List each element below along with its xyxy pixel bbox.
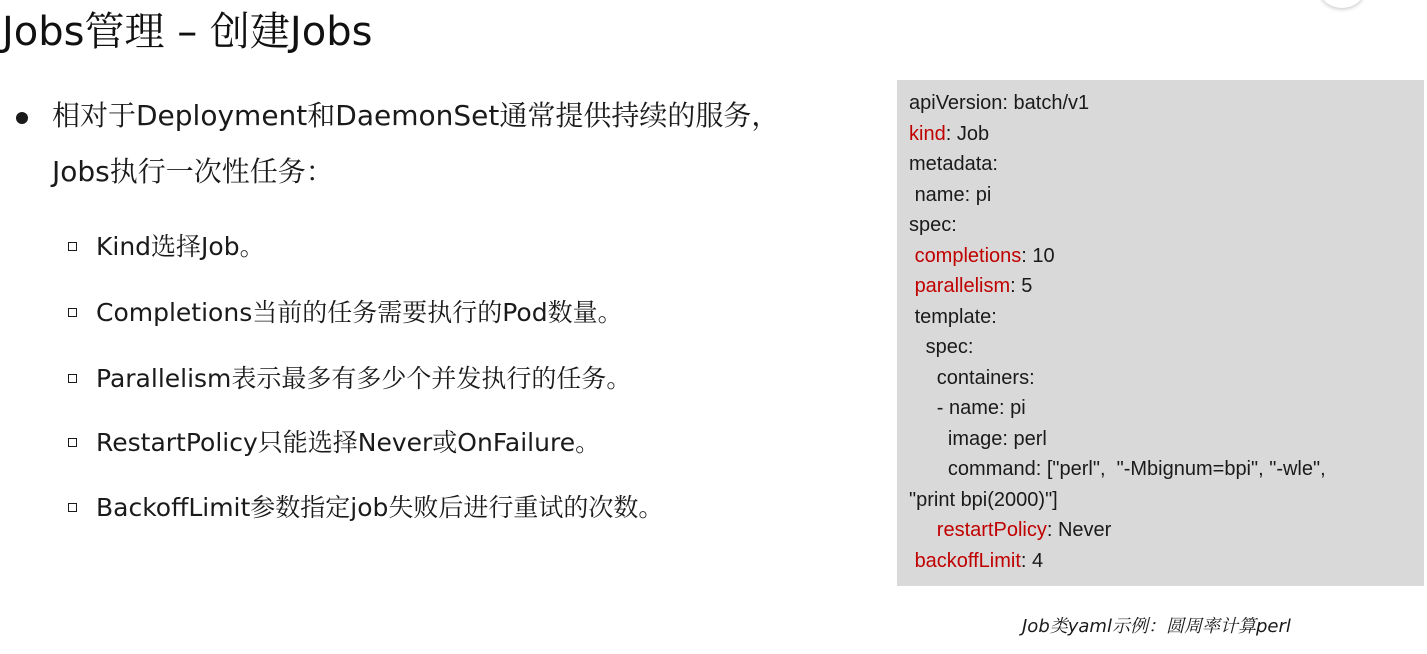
- sub-bullet-text: Kind选择Job。: [96, 232, 265, 261]
- bullet-dot-icon: [16, 112, 28, 124]
- code-line: apiVersion: batch/v1: [909, 92, 1090, 114]
- code-line: template:: [914, 305, 997, 328]
- code-value: batch/v1: [1013, 92, 1090, 114]
- code-key: containers: [936, 366, 1030, 389]
- code-value: 10: [1032, 244, 1055, 267]
- code-key: name: [914, 183, 965, 206]
- square-bullet-icon: [68, 438, 77, 447]
- corner-nav-button[interactable]: [1320, 0, 1364, 8]
- code-line: containers:: [936, 366, 1035, 389]
- code-line: command: ["perl", "-Mbignum=bpi", "-wle",: [947, 458, 1326, 480]
- sub-bullet-text: Parallelism表示最多有多少个并发执行的任务。: [96, 364, 632, 393]
- code-line: - name: pi: [936, 397, 1026, 419]
- code-value: pi: [975, 183, 992, 206]
- code-value: Never: [1057, 519, 1112, 541]
- code-key: template: [914, 305, 992, 328]
- code-value: "print bpi(2000)"]: [909, 488, 1058, 511]
- square-bullet-icon: [68, 242, 77, 251]
- sub-bullet-kind: [68, 228, 868, 268]
- main-bullet-text: 相对于Deployment和DaemonSet通常提供持续的服务，Jobs执行一次性任务：: [52, 99, 780, 188]
- sub-bullet-text: BackoffLimit参数指定job失败后进行重试的次数。: [96, 493, 664, 522]
- highlighted-key: parallelism: [914, 275, 1011, 297]
- code-line: [909, 485, 1424, 516]
- code-line: name: pi: [914, 183, 992, 206]
- code-key: spec: [909, 214, 952, 236]
- code-key: metadata: [909, 153, 993, 175]
- code-line: restartPolicy: Never: [936, 519, 1112, 541]
- slide-title: Jobs管理 – 创建Jobs: [2, 9, 373, 55]
- sub-bullet-text: RestartPolicy只能选择Never或OnFailure。: [96, 428, 601, 457]
- code-line: parallelism: 5: [914, 275, 1033, 297]
- highlighted-key: completions: [914, 244, 1022, 267]
- sub-bullet-parallelism: [68, 360, 868, 400]
- highlighted-key: backoffLimit: [914, 549, 1021, 572]
- yaml-code-block: [897, 80, 1424, 586]
- code-value: pi: [1010, 397, 1026, 419]
- highlighted-key: restartPolicy: [936, 519, 1047, 541]
- code-key: image: [947, 427, 1003, 450]
- square-bullet-icon: [68, 503, 77, 512]
- code-line: metadata:: [909, 153, 998, 175]
- code-value: 5: [1021, 275, 1033, 297]
- square-bullet-icon: [68, 374, 77, 383]
- code-line: image: perl: [947, 427, 1047, 450]
- square-bullet-icon: [68, 308, 77, 317]
- code-line: backoffLimit: 4: [914, 549, 1044, 572]
- sub-bullet-completions: [68, 294, 868, 334]
- code-key: spec: [925, 336, 968, 358]
- code-key: command: [947, 458, 1036, 480]
- code-value: perl: [1013, 427, 1047, 450]
- code-line: spec:: [909, 214, 957, 236]
- sub-bullet-restart-policy: [68, 424, 868, 464]
- code-line: completions: 10: [914, 244, 1055, 267]
- sub-bullet-text: Completions当前的任务需要执行的Pod数量。: [96, 298, 623, 327]
- sub-bullet-backoff-limit: [68, 489, 868, 529]
- code-key: apiVersion: [909, 92, 1003, 114]
- code-value: Job: [956, 122, 990, 145]
- code-value: 4: [1032, 549, 1044, 572]
- code-caption: Job类yaml示例：圆周率计算perl: [1022, 616, 1291, 637]
- code-line: kind: Job: [909, 122, 990, 145]
- highlighted-key: kind: [909, 122, 946, 145]
- code-key: - name: [936, 397, 1000, 419]
- code-value: ["perl", "-Mbignum=bpi", "-wle",: [1046, 458, 1326, 480]
- code-line: spec:: [925, 336, 974, 358]
